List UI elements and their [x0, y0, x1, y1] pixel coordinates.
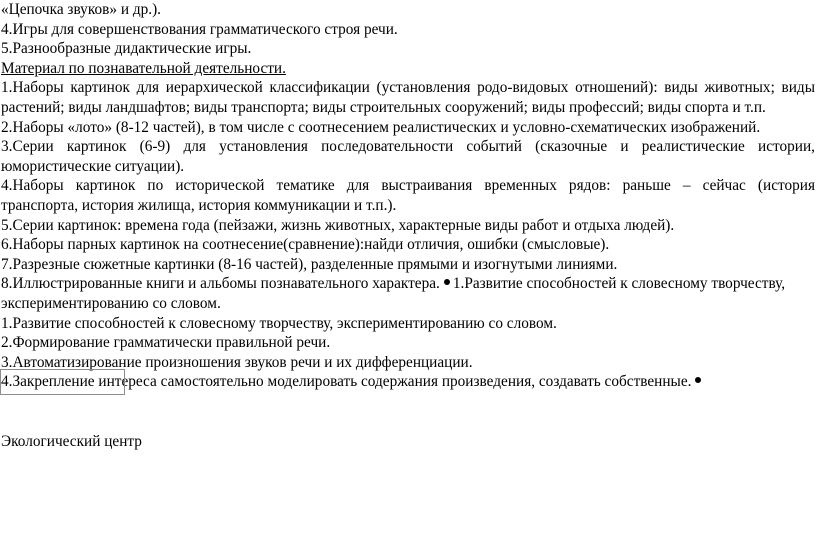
text-line: 6.Наборы парных картинок на соотнесение(сравнение):найди отличия, ошибки (смысловые).	[1, 236, 610, 254]
footer-heading: Экологический центр	[1, 433, 142, 450]
text-segment: 8.Иллюстрированные книги и альбомы познавательного характера.	[1, 275, 440, 293]
text-line: 4.Наборы картинок по исторической тематике для выстраивания временных рядов: раньше – сейчас (история	[1, 177, 815, 195]
text-line: транспорта, история жилища, история коммуникации и т.п.).	[1, 196, 397, 214]
text-segment: 1.Развитие способностей к словесному творчеству,	[452, 275, 786, 293]
text-line: 5.Разнообразные дидактические игры.	[1, 40, 252, 58]
bullet-icon	[695, 377, 701, 383]
text-line: 1.Развитие способностей к словесному творчеству, экспериментированию со словом.	[1, 314, 557, 332]
text-line: 2.Формирование грамматически правильной речи.	[1, 334, 331, 352]
text-line: юмористические ситуации).	[1, 157, 185, 175]
empty-text-box	[0, 369, 125, 395]
section-heading: Материал по познавательной деятельности.	[1, 59, 286, 77]
bullet-icon	[444, 279, 450, 285]
text-line: 5.Серии картинок: времена года (пейзажи, жизнь животных, характерные виды работ и отдыха людей).	[1, 216, 675, 234]
text-line: «Цепочка звуков» и др.).	[1, 1, 162, 18]
text-line: 2.Наборы «лото» (8-12 частей), в том числе с соотнесением реалистических и условно-схематических изображений.	[1, 118, 761, 136]
text-line: 3.Серии картинок (6-9) для установления последовательности событий (сказочные и реалистические истории,	[1, 138, 815, 156]
text-line: 3.Автоматизирование произношения звуков речи и их дифференциации.	[1, 353, 473, 371]
document-body	[1, 0, 815, 392]
text-line: 7.Разрезные сюжетные картинки (8-16 частей), разделенные прямыми и изогнутыми линиями.	[1, 255, 618, 273]
text-line: 1.Наборы картинок для иерархической классификации (установления родо-видовых отношений): виды животных; виды	[1, 79, 815, 97]
text-segment: 4.Закрепление интереса самостоятельно моделировать содержания произведения, создавать собственные.	[1, 373, 692, 391]
text-line: 4.Игры для совершенствования грамматического строя речи.	[1, 20, 398, 38]
text-line: растений; виды ландшафтов; виды транспорта; виды строительных сооружений; виды профессий; виды спорта и т.п.	[1, 98, 766, 116]
text-line: экспериментированию со словом.	[1, 294, 221, 312]
text-line-with-bullet	[1, 274, 815, 294]
